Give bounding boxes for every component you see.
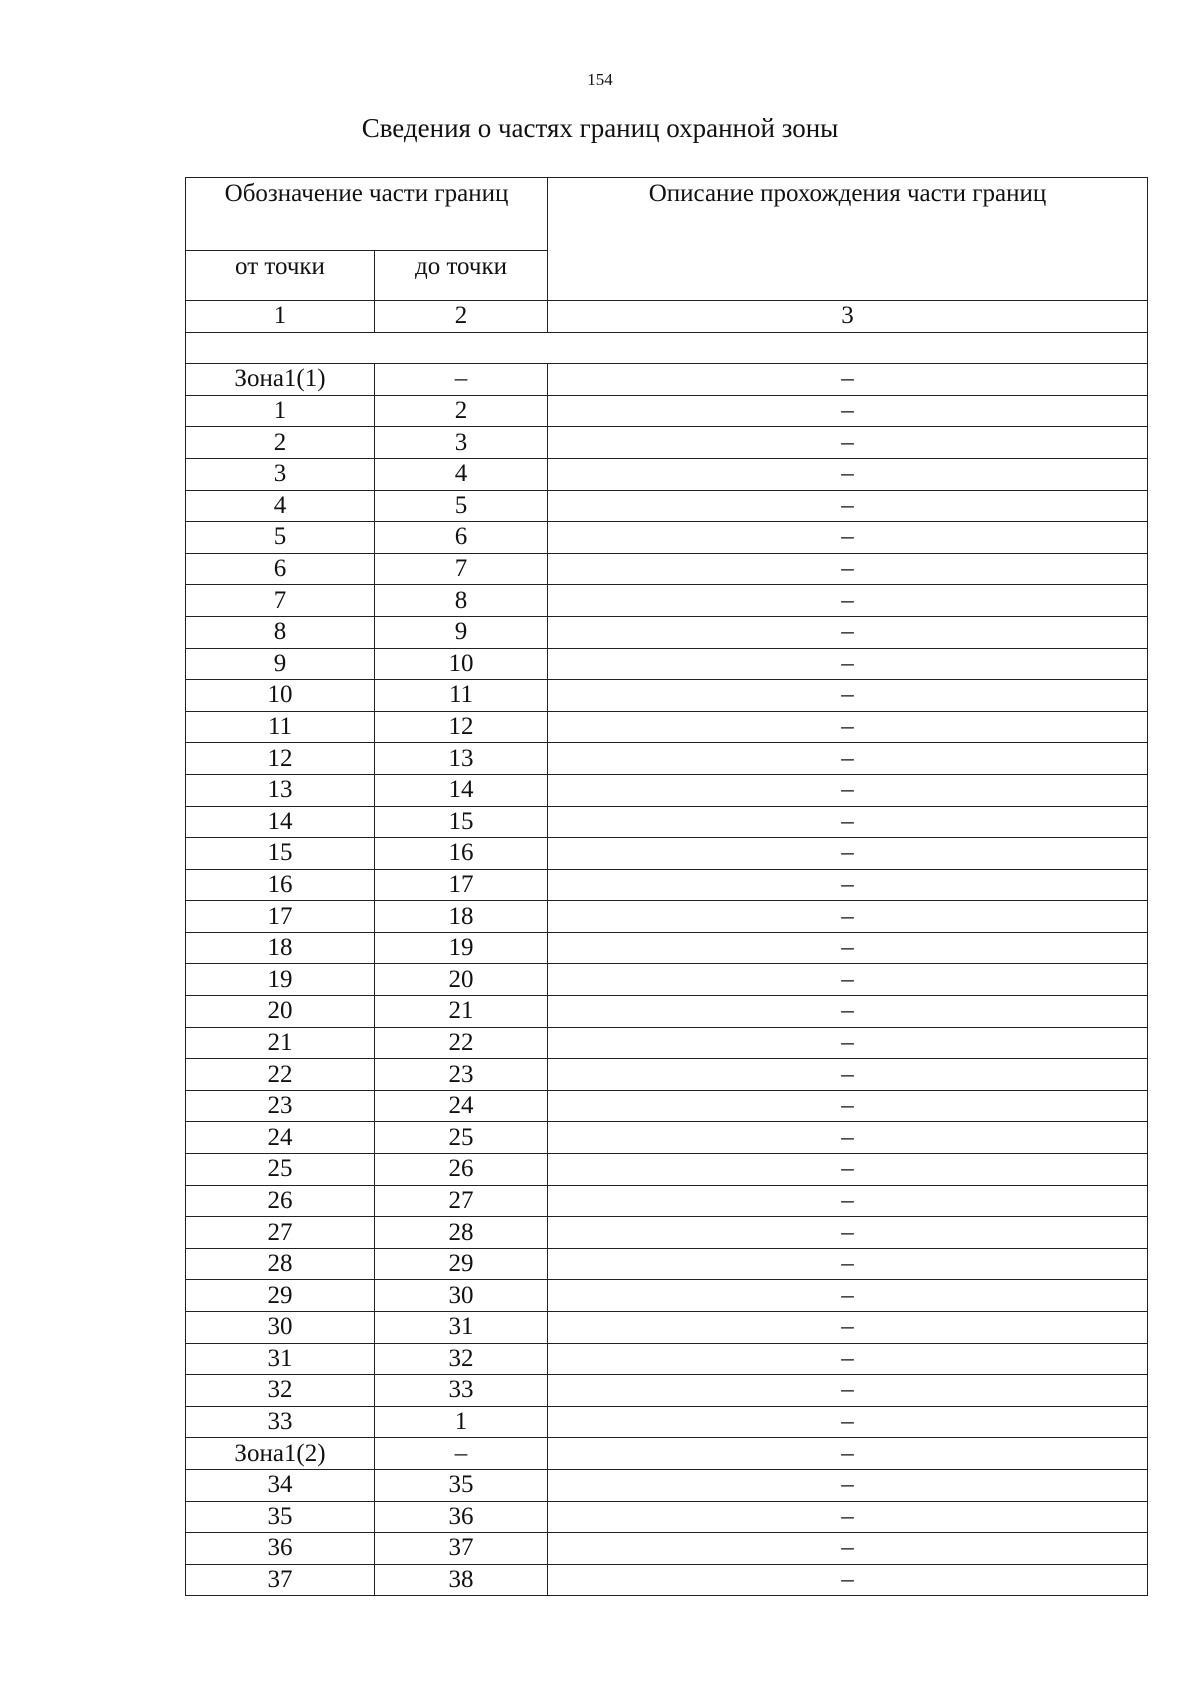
table-row: [186, 427, 1148, 459]
table-row: [186, 1533, 1148, 1565]
description-cell: –: [548, 1469, 1148, 1501]
from-point-cell: 31: [186, 1343, 375, 1375]
description-cell: –: [548, 869, 1148, 901]
to-point-cell: 12: [375, 711, 548, 743]
table-row: [186, 1343, 1148, 1375]
to-point-cell: 38: [375, 1564, 548, 1596]
to-point-cell: 10: [375, 648, 548, 680]
description-cell: –: [548, 427, 1148, 459]
description-cell: –: [548, 616, 1148, 648]
from-point-cell: 22: [186, 1059, 375, 1091]
table-row: [186, 996, 1148, 1028]
from-point-cell: 24: [186, 1122, 375, 1154]
table-row: [186, 1122, 1148, 1154]
description-cell: –: [548, 1312, 1148, 1344]
from-point-cell: 4: [186, 490, 375, 522]
table-row: [186, 680, 1148, 712]
table-row: [186, 395, 1148, 427]
header-to-point: до точки: [375, 251, 548, 301]
boundary-parts-table: [185, 177, 1148, 1596]
table-row: [186, 585, 1148, 617]
to-point-cell: 26: [375, 1154, 548, 1186]
from-point-cell: 15: [186, 838, 375, 870]
table-row: [186, 1027, 1148, 1059]
table-row: [186, 932, 1148, 964]
from-point-cell: 3: [186, 458, 375, 490]
description-cell: –: [548, 964, 1148, 996]
table-row: [186, 1312, 1148, 1344]
to-point-cell: 24: [375, 1090, 548, 1122]
header-boundary-description: Описание прохождения части границ: [548, 178, 1148, 301]
to-point-cell: 20: [375, 964, 548, 996]
from-point-cell: 36: [186, 1533, 375, 1565]
column-number-1: 1: [186, 301, 375, 333]
header-from-point: от точки: [186, 251, 375, 301]
table-row: [186, 490, 1148, 522]
empty-spacer-row: [186, 332, 1148, 364]
to-point-cell: 5: [375, 490, 548, 522]
to-point-cell: 13: [375, 743, 548, 775]
description-cell: –: [548, 1090, 1148, 1122]
description-cell: –: [548, 1438, 1148, 1470]
from-point-cell: 37: [186, 1564, 375, 1596]
to-point-cell: 30: [375, 1280, 548, 1312]
to-point-cell: 19: [375, 932, 548, 964]
table-row: [186, 806, 1148, 838]
table-row: [186, 711, 1148, 743]
to-point-cell: 18: [375, 901, 548, 933]
description-cell: –: [548, 1027, 1148, 1059]
from-point-cell: 35: [186, 1501, 375, 1533]
from-point-cell: 14: [186, 806, 375, 838]
description-cell: –: [548, 1280, 1148, 1312]
to-point-cell: 35: [375, 1469, 548, 1501]
from-point-cell: 11: [186, 711, 375, 743]
document-title: Сведения о частях границ охранной зоны: [361, 113, 839, 143]
to-point-cell: 28: [375, 1217, 548, 1249]
to-point-cell: 21: [375, 996, 548, 1028]
table-row: [186, 1438, 1148, 1470]
to-point-cell: 25: [375, 1122, 548, 1154]
to-point-cell: 6: [375, 522, 548, 554]
from-point-cell: Зона1(1): [186, 364, 375, 396]
to-point-cell: 1: [375, 1406, 548, 1438]
description-cell: –: [548, 364, 1148, 396]
description-cell: –: [548, 648, 1148, 680]
description-cell: –: [548, 585, 1148, 617]
description-cell: –: [548, 1343, 1148, 1375]
header-row-group: [186, 178, 1148, 251]
to-point-cell: 8: [375, 585, 548, 617]
to-point-cell: 36: [375, 1501, 548, 1533]
description-cell: –: [548, 711, 1148, 743]
page-number: 154: [587, 70, 613, 89]
from-point-cell: 6: [186, 553, 375, 585]
to-point-cell: 17: [375, 869, 548, 901]
description-cell: –: [548, 395, 1148, 427]
to-point-cell: 22: [375, 1027, 548, 1059]
table-row: [186, 1375, 1148, 1407]
description-cell: –: [548, 1185, 1148, 1217]
to-point-cell: 31: [375, 1312, 548, 1344]
from-point-cell: 20: [186, 996, 375, 1028]
column-number-2: 2: [375, 301, 548, 333]
to-point-cell: 9: [375, 616, 548, 648]
table-row: [186, 743, 1148, 775]
table-row: [186, 458, 1148, 490]
table-row: [186, 1185, 1148, 1217]
header-boundary-designation: Обозначение части границ: [186, 178, 548, 251]
table-row: [186, 774, 1148, 806]
from-point-cell: 1: [186, 395, 375, 427]
table-row: [186, 869, 1148, 901]
column-number-3: 3: [548, 301, 1148, 333]
to-point-cell: –: [375, 364, 548, 396]
to-point-cell: 7: [375, 553, 548, 585]
to-point-cell: 4: [375, 458, 548, 490]
table-row: [186, 364, 1148, 396]
table-row: [186, 838, 1148, 870]
from-point-cell: 21: [186, 1027, 375, 1059]
description-cell: –: [548, 1533, 1148, 1565]
description-cell: –: [548, 522, 1148, 554]
description-cell: –: [548, 774, 1148, 806]
to-point-cell: 29: [375, 1248, 548, 1280]
description-cell: –: [548, 1564, 1148, 1596]
to-point-cell: 33: [375, 1375, 548, 1407]
from-point-cell: 16: [186, 869, 375, 901]
from-point-cell: 29: [186, 1280, 375, 1312]
from-point-cell: 32: [186, 1375, 375, 1407]
from-point-cell: 5: [186, 522, 375, 554]
to-point-cell: 11: [375, 680, 548, 712]
table-row: [186, 1469, 1148, 1501]
description-cell: –: [548, 1406, 1148, 1438]
table-row: [186, 1248, 1148, 1280]
from-point-cell: 17: [186, 901, 375, 933]
from-point-cell: 30: [186, 1312, 375, 1344]
to-point-cell: 2: [375, 395, 548, 427]
description-cell: –: [548, 838, 1148, 870]
from-point-cell: 25: [186, 1154, 375, 1186]
table-row: [186, 522, 1148, 554]
description-cell: –: [548, 1059, 1148, 1091]
from-point-cell: 18: [186, 932, 375, 964]
table-row: [186, 964, 1148, 996]
from-point-cell: 7: [186, 585, 375, 617]
from-point-cell: 19: [186, 964, 375, 996]
description-cell: –: [548, 1154, 1148, 1186]
description-cell: –: [548, 932, 1148, 964]
from-point-cell: 8: [186, 616, 375, 648]
table-row: [186, 1217, 1148, 1249]
from-point-cell: 28: [186, 1248, 375, 1280]
from-point-cell: 33: [186, 1406, 375, 1438]
from-point-cell: 27: [186, 1217, 375, 1249]
to-point-cell: 15: [375, 806, 548, 838]
description-cell: –: [548, 1248, 1148, 1280]
table-row: [186, 1501, 1148, 1533]
to-point-cell: 32: [375, 1343, 548, 1375]
to-point-cell: 27: [375, 1185, 548, 1217]
description-cell: –: [548, 1217, 1148, 1249]
description-cell: –: [548, 1375, 1148, 1407]
from-point-cell: 2: [186, 427, 375, 459]
to-point-cell: 14: [375, 774, 548, 806]
to-point-cell: 16: [375, 838, 548, 870]
from-point-cell: 23: [186, 1090, 375, 1122]
to-point-cell: –: [375, 1438, 548, 1470]
table-row: [186, 1154, 1148, 1186]
to-point-cell: 3: [375, 427, 548, 459]
to-point-cell: 37: [375, 1533, 548, 1565]
empty-spacer-cell: [186, 332, 1148, 364]
from-point-cell: 26: [186, 1185, 375, 1217]
from-point-cell: 34: [186, 1469, 375, 1501]
from-point-cell: 10: [186, 680, 375, 712]
table-row: [186, 553, 1148, 585]
from-point-cell: 9: [186, 648, 375, 680]
description-cell: –: [548, 458, 1148, 490]
from-point-cell: 12: [186, 743, 375, 775]
description-cell: –: [548, 1122, 1148, 1154]
description-cell: –: [548, 806, 1148, 838]
from-point-cell: Зона1(2): [186, 1438, 375, 1470]
table-row: [186, 1059, 1148, 1091]
table-row: [186, 1090, 1148, 1122]
description-cell: –: [548, 490, 1148, 522]
table-row: [186, 616, 1148, 648]
table-row: [186, 901, 1148, 933]
description-cell: –: [548, 996, 1148, 1028]
to-point-cell: 23: [375, 1059, 548, 1091]
description-cell: –: [548, 1501, 1148, 1533]
table-row: [186, 648, 1148, 680]
table-row: [186, 1280, 1148, 1312]
description-cell: –: [548, 553, 1148, 585]
description-cell: –: [548, 901, 1148, 933]
column-number-row: [186, 301, 1148, 333]
description-cell: –: [548, 680, 1148, 712]
table-row: [186, 1564, 1148, 1596]
table-row: [186, 1406, 1148, 1438]
description-cell: –: [548, 743, 1148, 775]
from-point-cell: 13: [186, 774, 375, 806]
